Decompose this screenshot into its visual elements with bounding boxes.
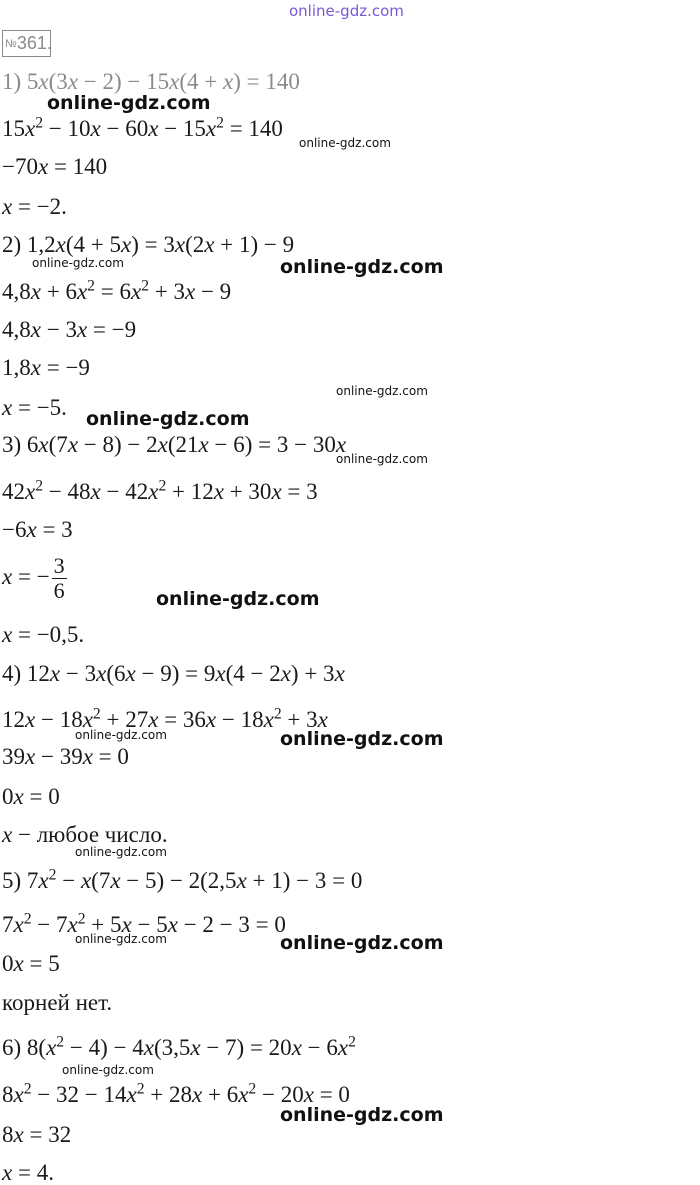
equation-line: 0x = 5 [2,951,60,976]
watermark: online-gdz.com [32,256,124,270]
problem-number: 361. [16,33,52,53]
watermark: online-gdz.com [156,588,320,610]
equation-line: x = − $\frac{3}{6}$ [2,553,65,603]
equation-line: 5) $7x^2 - x(7x - 5) - 2(2,5x + 1) - 3 = 0$ [2,866,363,893]
equation-line: 4) 12x − 3x(6x − 9) = 9x(4 − 2x) + 3x [2,661,345,686]
number-sign: № [5,38,17,50]
equation-line: x = 4. [2,1160,54,1185]
watermark: online-gdz.com [299,136,391,150]
equation-line: x = −2. [2,194,67,219]
equation-line: x = −0,5. [2,622,85,647]
watermark: online-gdz.com [280,256,444,278]
equation-line: 8x = 32 [2,1122,72,1147]
equation-line: 4,8x − 3x = −9 [2,317,137,342]
watermark: online-gdz.com [280,932,444,954]
watermark: online-gdz.com [62,1063,154,1077]
watermark: online-gdz.com [336,384,428,398]
equation-line: корней нет. [2,990,113,1015]
equation-line: $8x^2 - 32 - 14x^2 + 28x + 6x^2 - 20x = 0$ [2,1080,350,1107]
equation-line: −70x = 140 [2,154,108,179]
equation-line: 3) 6x(7x − 8) − 2x(21x − 6) = 3 − 30x [2,432,347,457]
equation-line: $7x^2 - 7x^2 + 5x - 5x - 2 - 3 = 0$ [2,910,286,937]
equation-line: $12x - 18x^2 + 27x = 36x - 18x^2 + 3x$ [2,705,328,732]
watermark: online-gdz.com [75,845,167,859]
watermark: online-gdz.com [47,92,211,114]
watermark: online-gdz.com [280,1104,444,1126]
watermark: online-gdz.com [86,408,250,430]
equation-line: 2) 1,2x(4 + 5x) = 3x(2x + 1) − 9 [2,232,295,257]
watermark: online-gdz.com [336,452,428,466]
equation-line: 39x − 39x = 0 [2,744,129,769]
equation-line: x − любое число. [2,822,168,847]
watermark: online-gdz.com [280,728,444,750]
site-watermark-top: online-gdz.com [289,2,404,20]
equation-line: −6x = 3 [2,517,73,542]
equation-line: x = −5. [2,395,67,420]
equation-line: 1,8x = −9 [2,355,90,380]
equation-line: $4,8x + 6x^2 = 6x^2 + 3x - 9$ [2,277,232,304]
watermark: online-gdz.com [75,728,167,742]
equation-line: $15x^2 - 10x - 60x - 15x^2 = 140$ [2,114,283,141]
equation-line: $42x^2 - 48x - 42x^2 + 12x + 30x = 3$ [2,477,318,504]
equation-line: 6) $8(x^2 - 4) - 4x(3,5x - 7) = 20x - 6x^2$ [2,1033,356,1060]
equation-line: 0x = 0 [2,784,60,809]
watermark: online-gdz.com [75,932,167,946]
problem-number-box [2,30,51,57]
equation-line: 1) 5x(3x − 2) − 15x(4 + x) = 140 [2,69,300,94]
